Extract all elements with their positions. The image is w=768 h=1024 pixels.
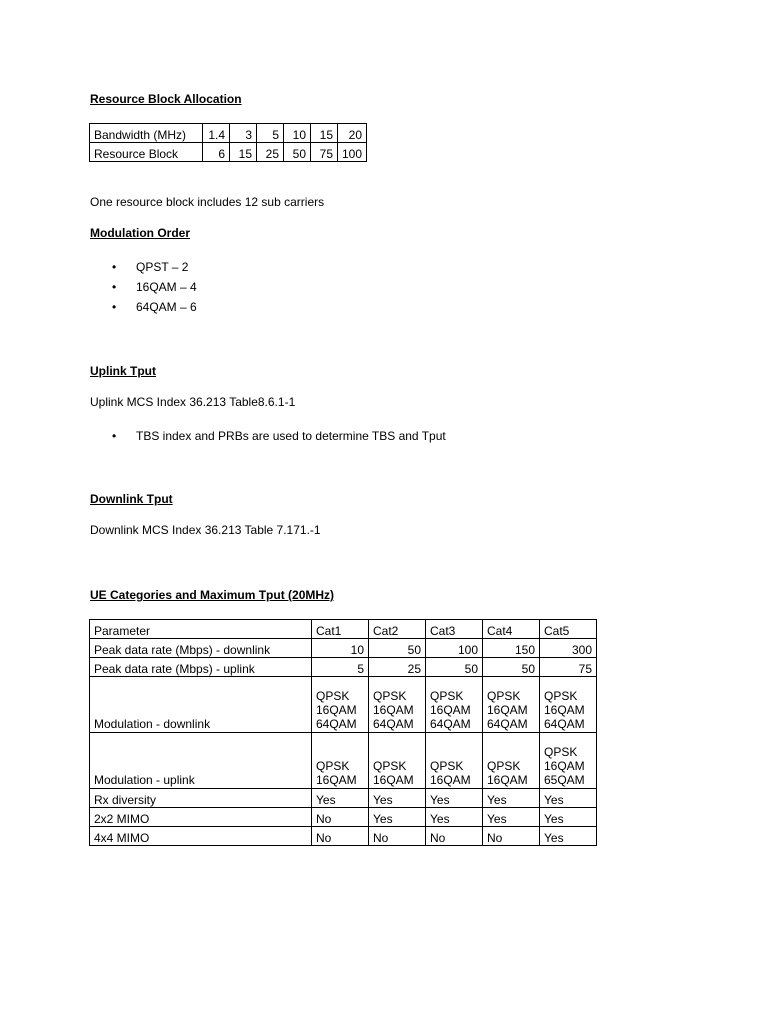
table-cell: QPSK 16QAM [312,733,369,789]
table-cell: 15 [230,143,257,162]
table-header-cell: Cat4 [483,620,540,639]
resource-block-table [89,123,367,162]
table-header-cell: Cat5 [540,620,597,639]
resource-block-heading: Resource Block Allocation [90,92,242,106]
table-cell: 150 [483,639,540,658]
table-cell: Peak data rate (Mbps) - downlink [90,639,312,658]
downlink-heading: Downlink Tput [90,492,173,506]
table-cell: Yes [540,789,597,808]
modulation-order-list [90,257,197,317]
table-cell: Bandwidth (MHz) [90,124,203,143]
table-cell: Peak data rate (Mbps) - uplink [90,658,312,677]
table-row [90,677,597,733]
table-cell: 75 [540,658,597,677]
table-cell: 5 [257,124,284,143]
table-cell: QPSK 16QAM [483,733,540,789]
table-cell: 50 [426,658,483,677]
bullet-icon: • [112,260,117,274]
table-cell: Yes [369,789,426,808]
bullet-icon: • [112,300,117,314]
bullet-icon: • [112,280,117,294]
table-cell: QPSK 16QAM [369,733,426,789]
list-item: • 16QAM – 4 [90,277,197,297]
table-row [90,733,597,789]
table-cell: Yes [369,808,426,827]
table-cell: 3 [230,124,257,143]
table-cell: 10 [312,639,369,658]
table-cell: QPSK 16QAM 64QAM [483,677,540,733]
uplink-heading: Uplink Tput [90,364,156,378]
resource-block-note: One resource block includes 12 sub carriers [90,195,325,209]
table-cell: 50 [284,143,311,162]
table-row [90,658,597,677]
table-cell: Yes [483,808,540,827]
table-cell: Yes [483,789,540,808]
table-cell: 75 [311,143,338,162]
table-header-cell: Cat1 [312,620,369,639]
table-cell: 15 [311,124,338,143]
table-cell: 100 [426,639,483,658]
table-row [90,808,597,827]
list-item: • TBS index and PRBs are used to determine TBS and Tput [90,426,446,446]
table-cell: QPSK 16QAM 64QAM [540,677,597,733]
table-cell: 10 [284,124,311,143]
table-row [90,639,597,658]
table-row [90,143,367,162]
ue-categories-heading: UE Categories and Maximum Tput (20MHz) [90,588,335,602]
table-cell: 6 [203,143,230,162]
table-cell: 25 [257,143,284,162]
table-row [90,827,597,846]
modulation-order-heading: Modulation Order [90,226,190,240]
table-cell: Modulation - uplink [90,733,312,789]
table-cell: Yes [426,789,483,808]
table-cell: Yes [540,827,597,846]
table-cell: No [483,827,540,846]
table-cell: QPSK 16QAM 65QAM [540,733,597,789]
table-cell: 50 [483,658,540,677]
table-cell: 100 [338,143,367,162]
table-header-cell: Cat3 [426,620,483,639]
table-row [90,789,597,808]
ue-categories-table [89,619,597,846]
table-cell: Yes [540,808,597,827]
table-cell: 50 [369,639,426,658]
table-cell: No [312,827,369,846]
table-cell: Resource Block [90,143,203,162]
table-header-cell: Parameter [90,620,312,639]
table-cell: No [312,808,369,827]
table-header-row [90,620,597,639]
table-cell: No [369,827,426,846]
table-header-cell: Cat2 [369,620,426,639]
table-row [90,124,367,143]
list-item: • 64QAM – 6 [90,297,197,317]
bullet-icon: • [112,429,117,443]
uplink-text: Uplink MCS Index 36.213 Table8.6.1-1 [90,395,296,409]
table-cell: 4x4 MIMO [90,827,312,846]
table-cell: QPSK 16QAM 64QAM [426,677,483,733]
table-cell: 5 [312,658,369,677]
table-cell: 300 [540,639,597,658]
table-cell: Yes [426,808,483,827]
table-cell: 25 [369,658,426,677]
list-item: • QPST – 2 [90,257,197,277]
table-cell: 20 [338,124,367,143]
uplink-list [90,426,446,446]
table-cell: Modulation - downlink [90,677,312,733]
table-cell: Rx diversity [90,789,312,808]
table-cell: Yes [312,789,369,808]
table-cell: QPSK 16QAM [426,733,483,789]
table-cell: QPSK 16QAM 64QAM [369,677,426,733]
table-cell: 1.4 [203,124,230,143]
table-cell: 2x2 MIMO [90,808,312,827]
table-cell: QPSK 16QAM 64QAM [312,677,369,733]
downlink-text: Downlink MCS Index 36.213 Table 7.171.-1 [90,523,321,537]
table-cell: No [426,827,483,846]
